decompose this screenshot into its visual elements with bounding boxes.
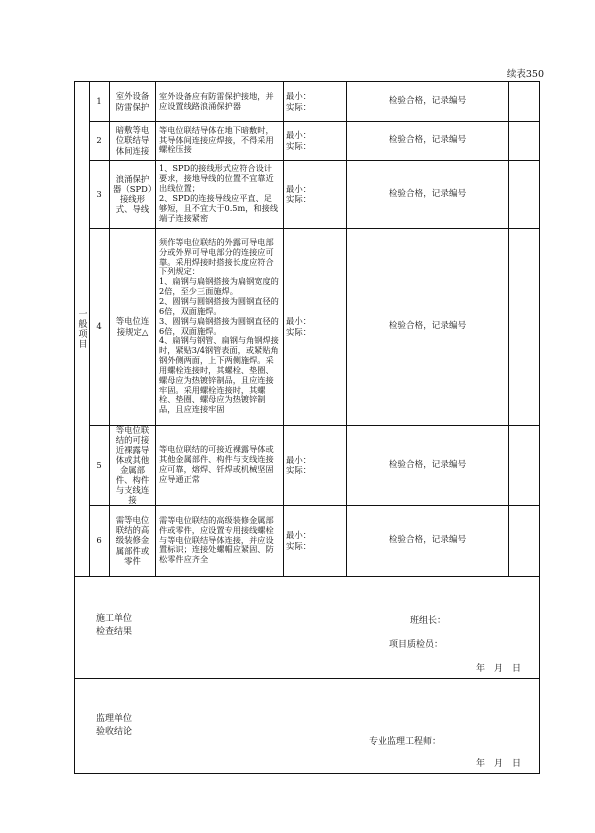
table-row-4-item: 等电位连接规定△ — [115, 316, 150, 337]
construction-date: 年 月 日 — [476, 664, 522, 674]
table-row-3-desc: 1、SPD的接线形式应符合设计要求，接地导线的位置不宜靠近出线位置； 2、SPD的连接导线应平直、足够短，且不宜大于0.5m，和接线端子连接紧密 — [159, 163, 279, 223]
supervision-label: 监理单位 验收结论 — [95, 713, 132, 737]
table-row-1-actual: 最小： 实际： — [286, 91, 312, 112]
table-row-6-result: 检验合格，记录编号 — [388, 535, 467, 546]
table-row-4-no: 4 — [96, 321, 102, 332]
table-row-2-item: 暗敷等电位联结导体间连接 — [115, 125, 150, 156]
supervision-date: 年 月 日 — [476, 759, 522, 769]
page-number: 续表350 — [506, 69, 544, 80]
table-row-4-result: 检验合格，记录编号 — [388, 321, 467, 332]
table-row-5-desc: 等电位联结的可接近裸露导体或其他金属部件、构件与支线连接应可靠，熔焊、钎焊或机械坚固应导通正常 — [159, 444, 274, 484]
table-row-1-result: 检验合格，记录编号 — [388, 96, 467, 107]
table-row-1-item: 室外设备防雷保护 — [115, 91, 150, 112]
table-row-1-desc: 室外设备应有防雷保护接地，并应设置线路浪涌保护器 — [159, 90, 274, 111]
table-row-6-no: 6 — [96, 535, 102, 546]
category-cell — [75, 82, 89, 576]
team-leader-label: 班组长： — [410, 616, 447, 626]
category-label: 一般项目 — [76, 309, 87, 349]
table-row-3-item: 浪涌保护器（SPD）接线形式、导线 — [112, 173, 153, 215]
table-row-5-no: 5 — [96, 459, 102, 470]
table-row-2-actual: 最小： 实际： — [286, 130, 312, 151]
table-row-2-no: 2 — [96, 135, 102, 146]
supervising-engineer-label: 专业监理工程师： — [369, 737, 442, 747]
table-row-1-no: 1 — [96, 96, 102, 107]
table-row-5-result: 检验合格，记录编号 — [388, 459, 467, 470]
table-row-6-item: 需等电位联结的高级装修金属部件或零件 — [115, 515, 150, 566]
table-row-2-desc: 等电位联结导体在地下暗敷时，其导体间连接应焊接，不得采用螺栓压接 — [159, 124, 274, 155]
table-row-6-desc: 需等电位联结的高级装修金属部件或零件，应设置专用接线螺栓与等电位联结导体连接，并应设置标识；连接处螺帽应紧固、防松零件应齐全 — [159, 514, 274, 565]
table-row-4-actual: 最小： 实际： — [286, 316, 312, 337]
table-row-4-desc: 须作等电位联结的外露可导电部分或外界可导电部分的连接应可靠。采用焊接时搭接长度应符合下列规定： 1、扁钢与扁钢搭接为扁钢宽度的2倍，至少三面施焊。 2、圆钢与圆钢搭接为圆钢直径的6倍，双面施焊。 3、圆钢与扁钢搭接为圆钢直径的6倍，双面施焊。 4、扁钢与钢管、扁钢与角钢焊接时，紧贴3/4钢管表面，或紧贴角钢外侧两面，上下两侧施焊。采用螺栓连接时，其螺栓、垫圈、螺母应为热镀锌制品，且应连接牢固。采用螺栓连接时，其螺栓、垫圈、螺母应为热镀锌制品，且应连接牢固 — [159, 236, 279, 415]
table-row-2-result: 检验合格，记录编号 — [388, 135, 467, 146]
table-row-6-actual: 最小： 实际： — [286, 530, 312, 551]
table-row-3-result: 检验合格，记录编号 — [388, 188, 467, 199]
quality-inspector-label: 项目质检员： — [389, 640, 444, 650]
construction-label: 施工单位 检查结果 — [95, 614, 132, 637]
table-row-3-actual: 最小： 实际： — [286, 183, 312, 204]
table-row-5-actual: 最小： 实际： — [286, 454, 312, 475]
table-row-5-item: 等电位联结的可接近裸露导体或其他金属部件、构件与支线连接 — [115, 424, 150, 506]
table-row-3-no: 3 — [96, 188, 102, 199]
